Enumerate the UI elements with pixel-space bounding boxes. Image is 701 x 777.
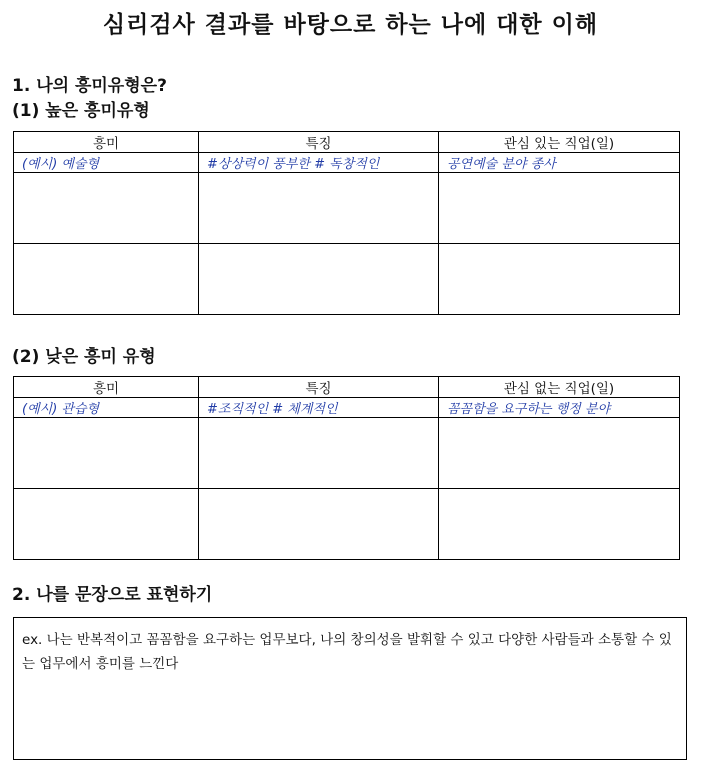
column-header-jobs: 관심 없는 직업(일)	[439, 377, 680, 398]
example-interest-cell: (예시) 예술형	[14, 153, 199, 173]
table-row	[14, 489, 680, 560]
column-header-interest: 흥미	[14, 377, 199, 398]
table-row	[14, 173, 680, 244]
jobs-cell[interactable]	[439, 173, 680, 244]
jobs-cell[interactable]	[439, 244, 680, 315]
low-interest-table	[13, 376, 680, 560]
column-header-jobs: 관심 있는 직업(일)	[439, 132, 680, 153]
example-sentence: ex. 나는 반복적이고 꼼꼼함을 요구하는 업무보다, 나의 창의성을 발휘할 수 있고 다양한 사람들과 소통할 수 있는 업무에서 흥미를 느낀다	[22, 632, 672, 672]
table-header-row	[14, 132, 680, 153]
high-interest-heading: (1) 높은 흥미유형	[12, 101, 150, 121]
self-expression-box[interactable]	[13, 617, 687, 760]
traits-cell[interactable]	[199, 418, 439, 489]
table-row	[14, 418, 680, 489]
interest-cell[interactable]	[14, 173, 199, 244]
column-header-interest: 흥미	[14, 132, 199, 153]
jobs-cell[interactable]	[439, 418, 680, 489]
traits-cell[interactable]	[199, 489, 439, 560]
example-row	[14, 153, 680, 173]
section2-heading: 2. 나를 문장으로 표현하기	[12, 585, 213, 605]
example-jobs-cell: 꼼꼼함을 요구하는 행정 분야	[439, 398, 680, 418]
interest-cell[interactable]	[14, 244, 199, 315]
traits-cell[interactable]	[199, 173, 439, 244]
example-jobs-cell: 공연예술 분야 종사	[439, 153, 680, 173]
section1-heading: 1. 나의 흥미유형은?	[12, 76, 167, 96]
table-row	[14, 244, 680, 315]
traits-cell[interactable]	[199, 244, 439, 315]
example-row	[14, 398, 680, 418]
interest-cell[interactable]	[14, 489, 199, 560]
low-interest-heading: (2) 낮은 흥미 유형	[12, 347, 156, 367]
column-header-traits: 특징	[199, 377, 439, 398]
example-traits-cell: #상상력이 풍부한 # 독창적인	[199, 153, 439, 173]
high-interest-table	[13, 131, 680, 315]
example-traits-cell: #조직적인 # 체계적인	[199, 398, 439, 418]
jobs-cell[interactable]	[439, 489, 680, 560]
page-title: 심리검사 결과를 바탕으로 하는 나에 대한 이해	[102, 12, 599, 38]
interest-cell[interactable]	[14, 418, 199, 489]
example-interest-cell: (예시) 관습형	[14, 398, 199, 418]
column-header-traits: 특징	[199, 132, 439, 153]
table-header-row	[14, 377, 680, 398]
